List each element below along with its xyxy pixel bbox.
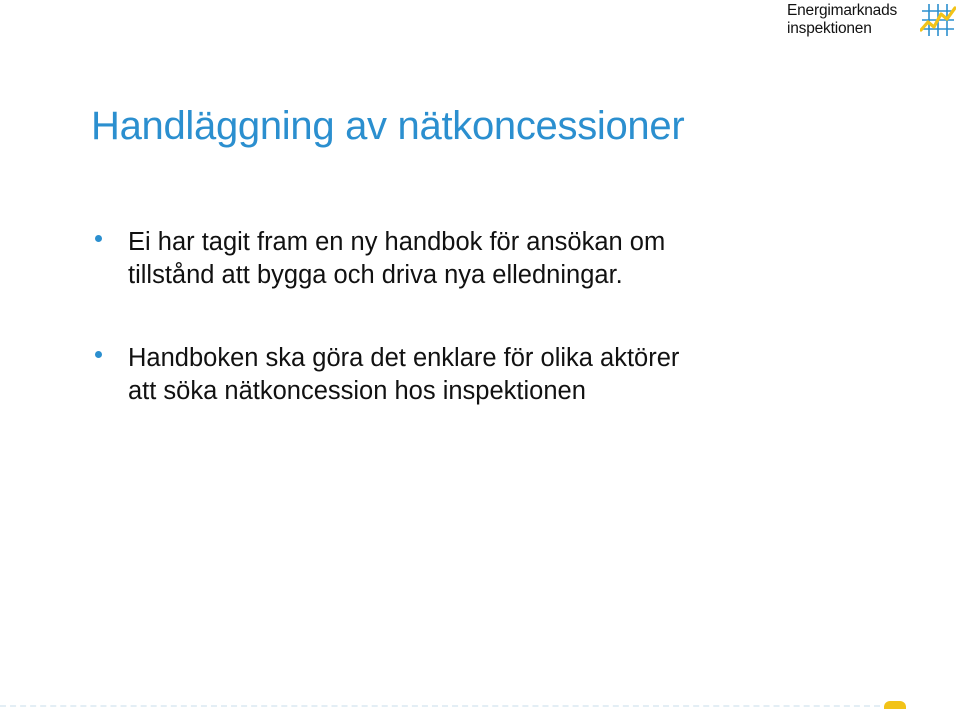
bullet-line: att söka nätkoncession hos inspektionen: [128, 377, 586, 405]
bullet-line: Ei har tagit fram en ny handbok för ansökan om: [128, 228, 666, 256]
footer-divider: [0, 705, 880, 707]
corner-accent: [884, 701, 906, 709]
logo-text: [787, 2, 897, 38]
bullet-list: [93, 226, 933, 408]
logo-line-1: Energimarknads: [787, 2, 898, 19]
bullet-item: [93, 342, 933, 408]
bullet-line: tillstånd att bygga och driva nya elledningar.: [128, 261, 623, 289]
logo-line-2: inspektionen: [787, 20, 872, 37]
graph-grid-logo-icon: [920, 2, 956, 38]
bullet-dot-icon: [95, 351, 102, 358]
bullet-dot-icon: [95, 235, 102, 242]
bullet-line: Handboken ska göra det enklare för olika aktörer: [128, 344, 680, 372]
slide-title: Handläggning av nätkoncessioner: [91, 104, 685, 148]
bullet-item: [93, 226, 933, 292]
brand-logo: [787, 2, 957, 40]
